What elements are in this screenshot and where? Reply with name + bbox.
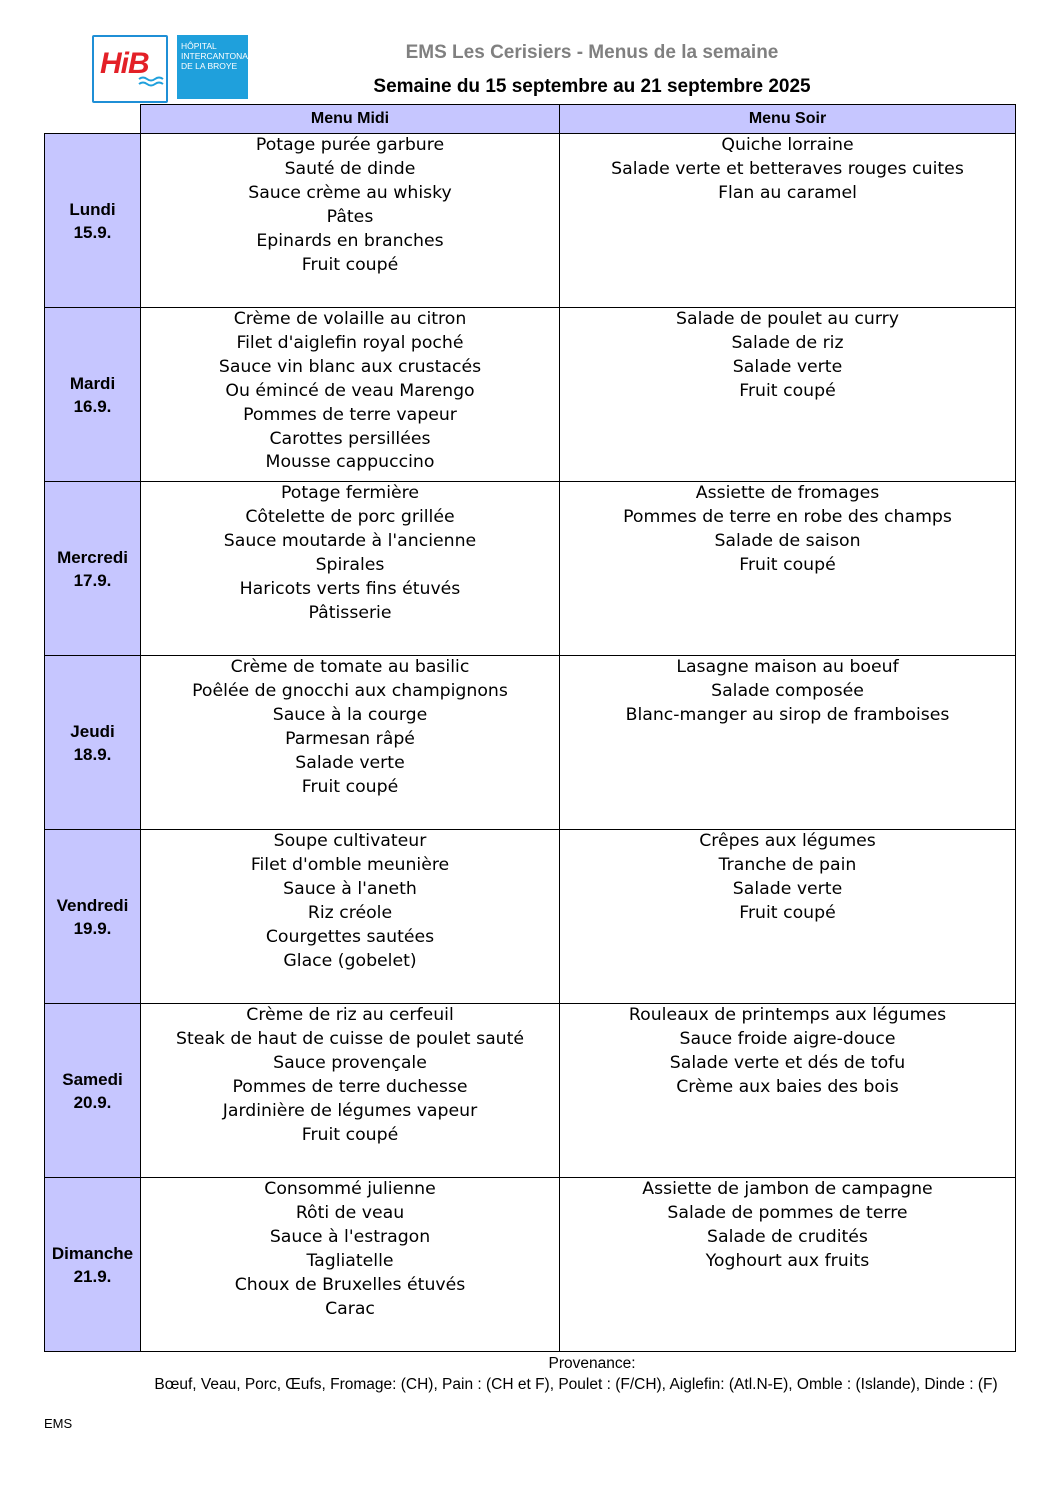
provenance-title: Provenance: <box>548 1355 636 1372</box>
day-cell <box>45 134 141 308</box>
dish-item: Parmesan râpé <box>285 728 415 749</box>
dish-item: Salade de crudités <box>707 1226 868 1247</box>
day-name: Dimanche <box>51 1243 134 1263</box>
menu-soir-cell <box>560 656 1016 830</box>
footer-label: EMS <box>44 1416 73 1431</box>
dish-item: Salade verte et betteraves rouges cuites <box>611 158 964 179</box>
header-blank-cell <box>45 105 141 134</box>
dish-item: Sauce moutarde à l'ancienne <box>223 530 477 551</box>
day-cell <box>45 1178 141 1352</box>
dish-item: Crème aux baies des bois <box>676 1076 899 1097</box>
dish-item: Rouleaux de printemps aux légumes <box>628 1005 947 1025</box>
dish-item: Salade de pommes de terre <box>667 1202 908 1223</box>
menu-midi-cell <box>141 308 560 482</box>
dish-item: Assiette de jambon de campagne <box>642 1179 933 1199</box>
dish-item: Salade composée <box>711 680 864 701</box>
dish-item: Salade de riz <box>731 332 844 353</box>
dish-item: Côtelette de porc grillée <box>245 506 455 527</box>
day-date: 16.9. <box>73 396 112 416</box>
dish-item: Filet d'aiglefin royal poché <box>236 332 464 353</box>
dish-item: Fruit coupé <box>739 554 836 575</box>
menu-midi-cell <box>141 134 560 308</box>
page-title: EMS Les Cerisiers - Menus de la semaine <box>405 42 779 63</box>
day-name: Mercredi <box>57 547 128 567</box>
menu-row-samedi <box>45 1004 1016 1178</box>
dish-item: Potage purée garbure <box>255 135 445 155</box>
dish-item: Consommé julienne <box>264 1179 436 1199</box>
dish-item: Salade verte et dés de tofu <box>669 1052 906 1073</box>
day-cell <box>45 830 141 1004</box>
dish-item: Sauce vin blanc aux crustacés <box>218 356 482 377</box>
menu-row-mardi <box>45 308 1016 482</box>
dish-item: Crème de tomate au basilic <box>230 657 470 677</box>
menu-row-mercredi <box>45 482 1016 656</box>
dish-item: Carac <box>325 1298 375 1319</box>
menu-row-lundi <box>45 134 1016 308</box>
dish-item: Lasagne maison au boeuf <box>676 657 899 677</box>
column-header-soir: Menu Soir <box>560 105 1016 134</box>
dish-item: Jardinière de légumes vapeur <box>222 1100 478 1121</box>
dish-item: Salade de saison <box>714 530 861 551</box>
menu-row-dimanche <box>45 1178 1016 1352</box>
menu-soir-cell <box>560 830 1016 1004</box>
menu-header-row <box>45 105 1016 134</box>
dish-item: Pommes de terre duchesse <box>232 1076 468 1097</box>
dish-item: Fruit coupé <box>301 776 399 797</box>
day-name: Mardi <box>69 373 116 393</box>
dish-item: Pommes de terre en robe des champs <box>623 506 952 527</box>
dish-item: Soupe cultivateur <box>273 831 427 851</box>
dish-item: Sauce à la courge <box>272 704 428 725</box>
day-name: Vendredi <box>56 895 129 915</box>
dish-item: Fruit coupé <box>301 1124 399 1145</box>
logo-wordmark: HÔPITAL INTERCANTONAL DE LA BROYE <box>177 35 248 99</box>
dish-item: Sauce provençale <box>273 1052 427 1073</box>
dish-item: Fruit coupé <box>301 254 399 275</box>
dish-item: Steak de haut de cuisse de poulet sauté <box>175 1028 525 1049</box>
menu-soir-cell <box>560 308 1016 482</box>
dish-item: Mousse cappuccino <box>265 452 435 473</box>
day-date: 20.9. <box>73 1092 112 1112</box>
dish-item: Blanc-manger au sirop de framboises <box>625 704 950 725</box>
dish-item: Potage fermière <box>281 483 419 503</box>
day-date: 15.9. <box>73 222 112 242</box>
logo-mark <box>92 35 168 103</box>
menu-midi-cell <box>141 482 560 656</box>
dish-item: Glace (gobelet) <box>283 950 417 971</box>
hospital-logo <box>92 35 253 101</box>
dish-item: Ou émincé de veau Marengo <box>225 380 475 401</box>
dish-item: Flan au caramel <box>718 182 857 203</box>
menu-row-vendredi <box>45 830 1016 1004</box>
dish-item: Carottes persillées <box>269 428 431 449</box>
week-subtitle: Semaine du 15 septembre au 21 septembre 2025 <box>373 76 811 97</box>
dish-item: Assiette de fromages <box>695 483 880 503</box>
dish-item: Sauce à l'estragon <box>269 1226 431 1247</box>
day-cell <box>45 1004 141 1178</box>
dish-item: Poêlée de gnocchi aux champignons <box>192 680 508 701</box>
dish-item: Epinards en branches <box>256 230 444 251</box>
dish-item: Fruit coupé <box>739 380 836 401</box>
day-date: 18.9. <box>73 744 112 764</box>
dish-item: Spirales <box>315 554 385 575</box>
dish-item: Crème de riz au cerfeuil <box>246 1005 454 1025</box>
dish-item: Sauce froide aigre-douce <box>679 1028 896 1049</box>
dish-item: Filet d'omble meunière <box>250 854 450 875</box>
dish-item: Quiche lorraine <box>721 135 854 155</box>
day-cell <box>45 308 141 482</box>
dish-item: Fruit coupé <box>739 902 836 923</box>
waves-icon <box>138 75 164 89</box>
menu-midi-cell <box>141 1178 560 1352</box>
dish-item: Salade verte <box>732 356 843 377</box>
day-date: 17.9. <box>73 570 112 590</box>
dish-item: Choux de Bruxelles étuvés <box>234 1274 466 1295</box>
day-name: Samedi <box>62 1069 123 1089</box>
dish-item: Salade de poulet au curry <box>676 309 899 329</box>
menu-soir-cell <box>560 1004 1016 1178</box>
dish-item: Riz créole <box>307 902 393 923</box>
day-date: 21.9. <box>73 1266 112 1286</box>
day-name: Jeudi <box>70 721 115 741</box>
menu-soir-cell <box>560 134 1016 308</box>
day-cell <box>45 482 141 656</box>
dish-item: Pommes de terre vapeur <box>243 404 457 425</box>
provenance-text: Bœuf, Veau, Porc, Œufs, Fromage: (CH), Pain : (CH et F), Poulet : (F/CH), Aiglefin: (Atl.N-E), Omble : (Islande), Dinde : (F) <box>154 1376 998 1393</box>
dish-item: Tranche de pain <box>718 854 857 875</box>
dish-item: Haricots verts fins étuvés <box>239 578 461 599</box>
dish-item: Sauce à l'aneth <box>283 878 417 899</box>
day-date: 19.9. <box>73 918 112 938</box>
column-header-midi: Menu Midi <box>141 105 560 134</box>
menu-soir-cell <box>560 1178 1016 1352</box>
logo-text: HiB <box>100 47 149 80</box>
dish-item: Courgettes sautées <box>265 926 435 947</box>
dish-item: Crêpes aux légumes <box>699 831 876 851</box>
dish-item: Rôti de veau <box>295 1202 405 1223</box>
menu-row-jeudi <box>45 656 1016 830</box>
dish-item: Crème de volaille au citron <box>233 309 467 329</box>
menu-midi-cell <box>141 656 560 830</box>
dish-item: Sauce crème au whisky <box>248 182 452 203</box>
dish-item: Sauté de dinde <box>284 158 416 179</box>
dish-item: Yoghourt aux fruits <box>705 1250 870 1271</box>
dish-item: Salade verte <box>732 878 843 899</box>
dish-item: Pâtes <box>326 206 374 227</box>
menu-soir-cell <box>560 482 1016 656</box>
menu-midi-cell <box>141 830 560 1004</box>
menu-table <box>44 104 1016 1352</box>
menu-midi-cell <box>141 1004 560 1178</box>
day-name: Lundi <box>69 199 116 219</box>
day-cell <box>45 656 141 830</box>
dish-item: Pâtisserie <box>308 602 392 623</box>
dish-item: Salade verte <box>295 752 405 773</box>
dish-item: Tagliatelle <box>306 1250 394 1271</box>
